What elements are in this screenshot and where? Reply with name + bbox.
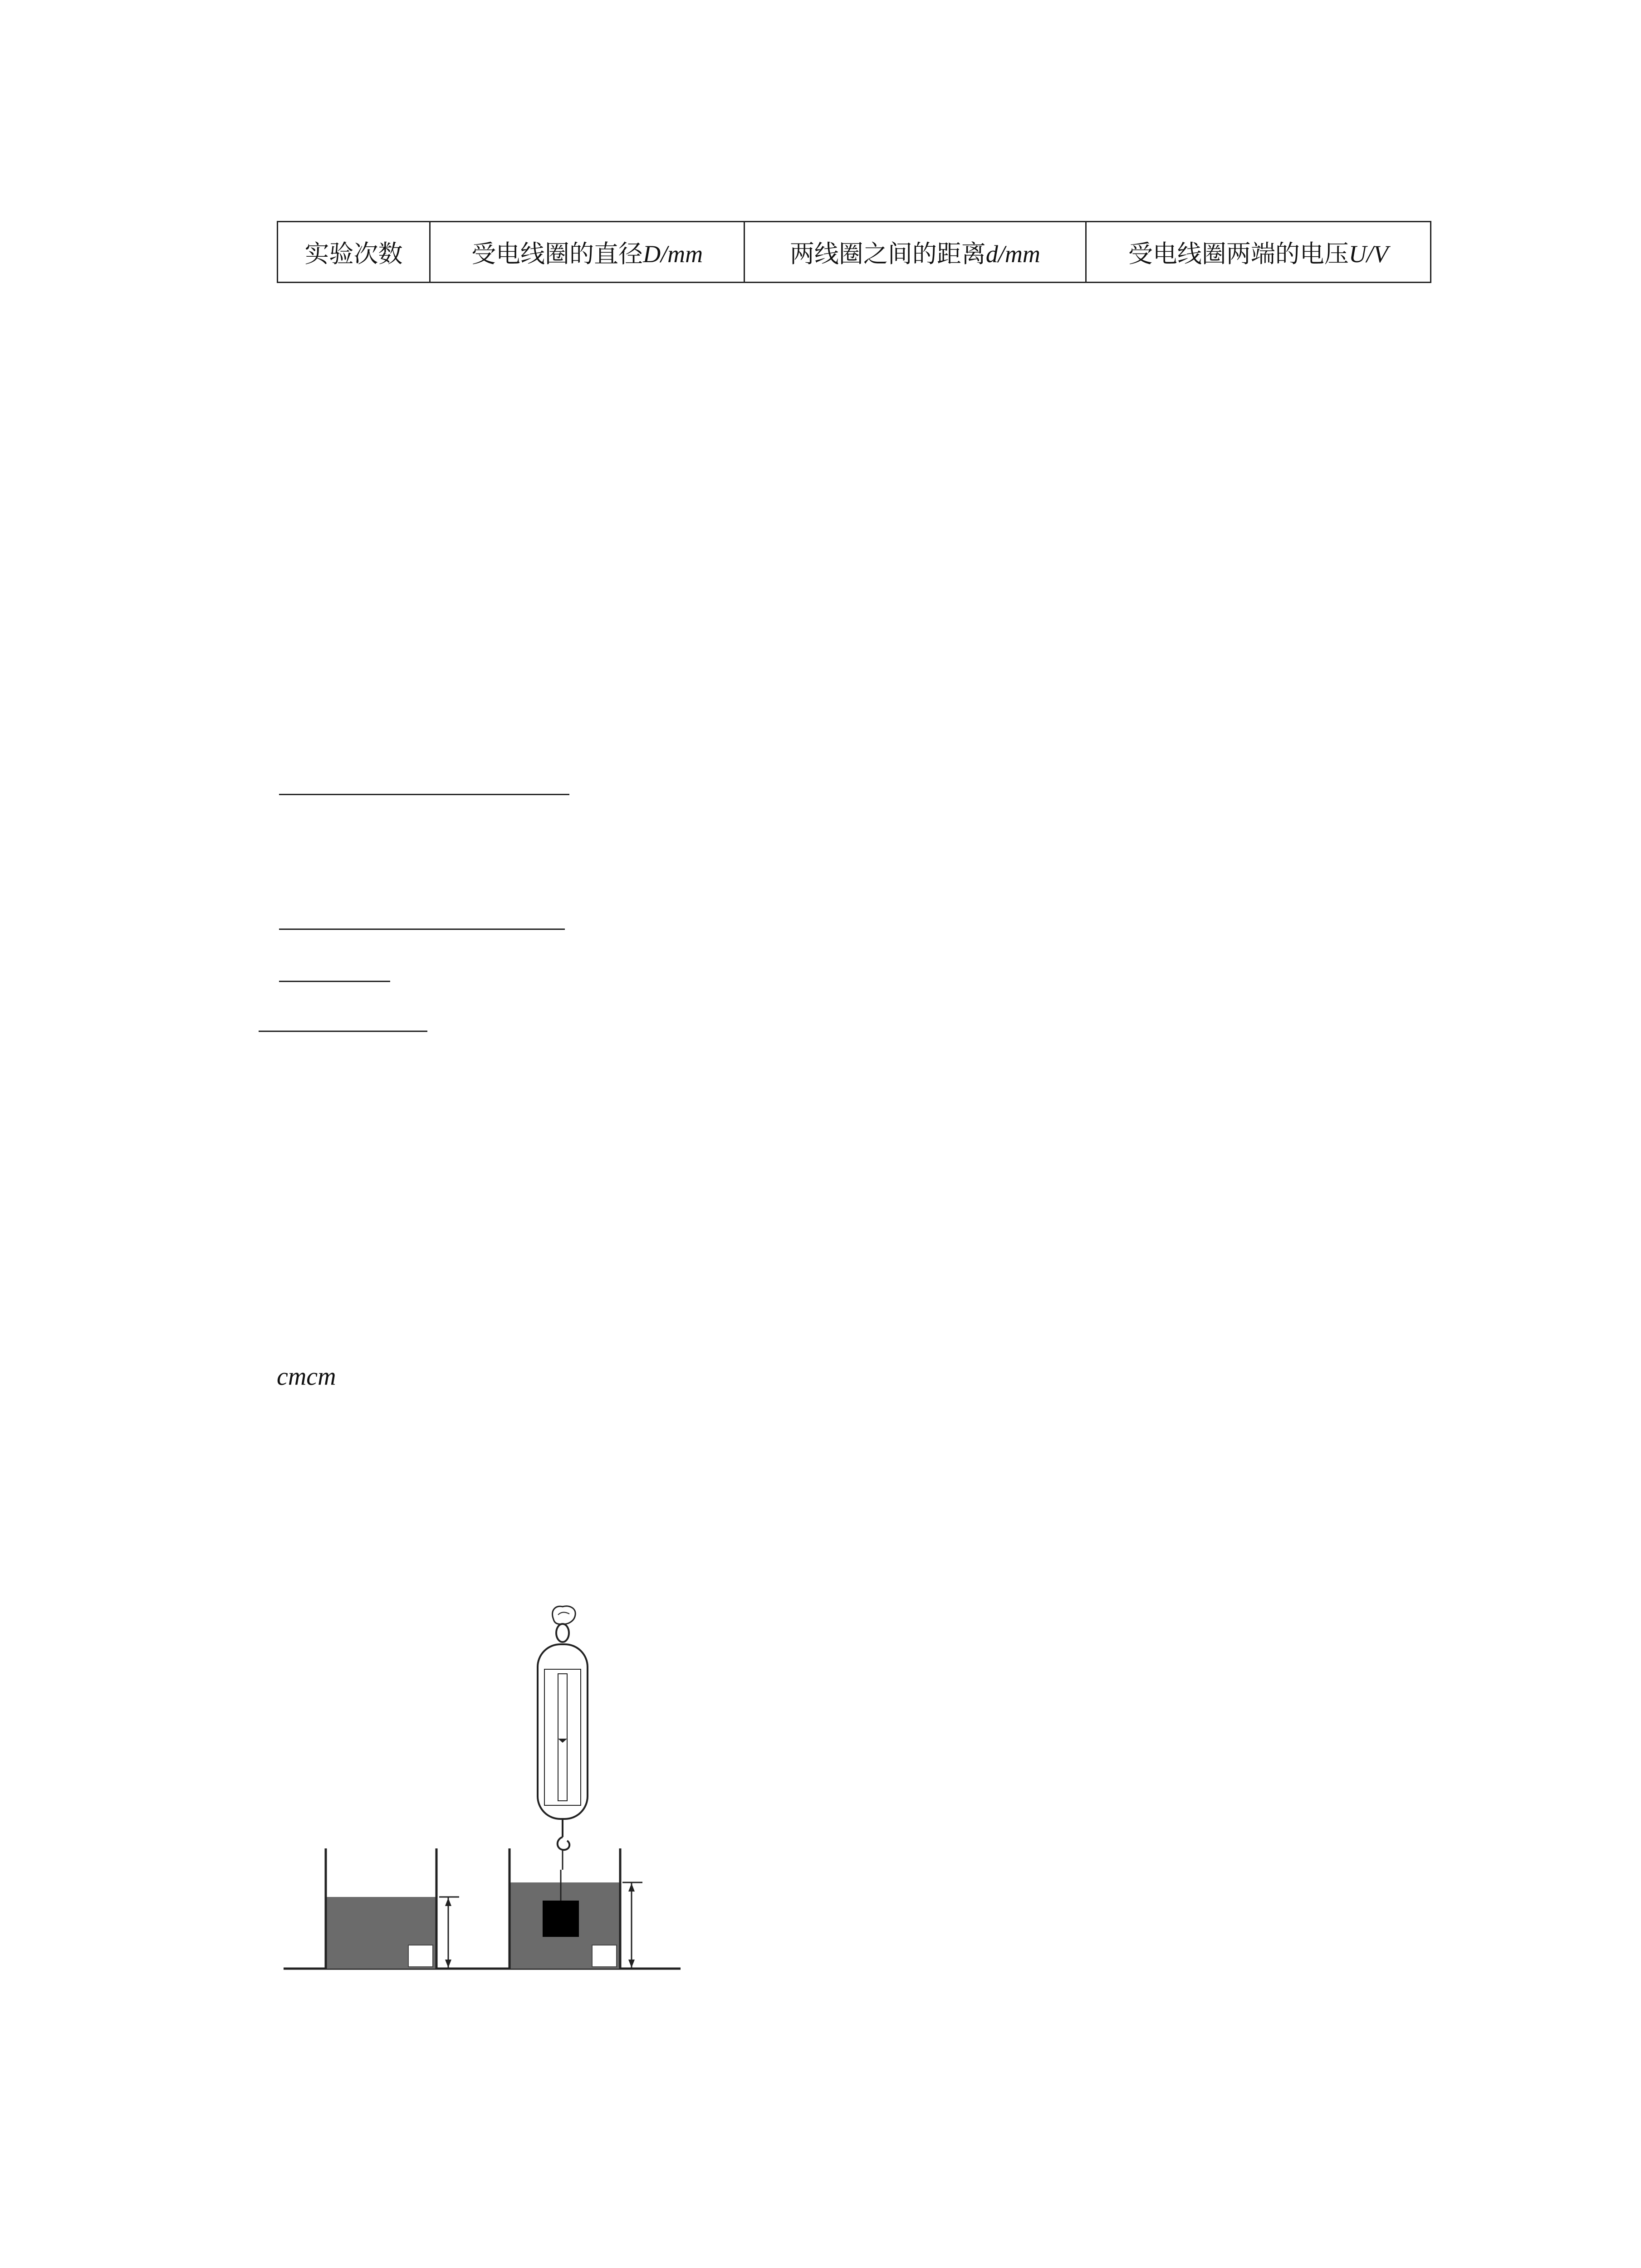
answer-blank-3[interactable]: [259, 1002, 427, 1032]
hand-icon: [553, 1606, 576, 1624]
header-trial: 实验次数: [278, 222, 430, 283]
container-jia: [326, 1848, 459, 1969]
header-diameter: 受电线圈的直径D/mm: [430, 222, 745, 283]
container-yi: [509, 1848, 642, 1969]
answer-blank-2-cont[interactable]: [279, 953, 390, 982]
q4-part1-line1: [279, 766, 569, 805]
header-distance: 两线圈之间的距离d/mm: [745, 222, 1086, 283]
submerged-block: [543, 1901, 579, 1937]
table-header-row: [278, 222, 1431, 283]
q5-line1: [259, 1002, 427, 1042]
header-voltage: 受电线圈两端的电压U/V: [1086, 222, 1430, 283]
q4-part2-line3: [279, 953, 390, 992]
experiment-figure: [272, 1601, 708, 2028]
answer-blank-1[interactable]: [279, 766, 569, 795]
answer-blank-2[interactable]: [279, 900, 565, 930]
q4-part2-line2: [279, 900, 565, 940]
experiment-data-table: [277, 221, 1431, 283]
spring-scale: [538, 1606, 588, 1870]
q24-line3: cmcm: [277, 1363, 336, 1391]
scale-hook: [558, 1837, 569, 1850]
